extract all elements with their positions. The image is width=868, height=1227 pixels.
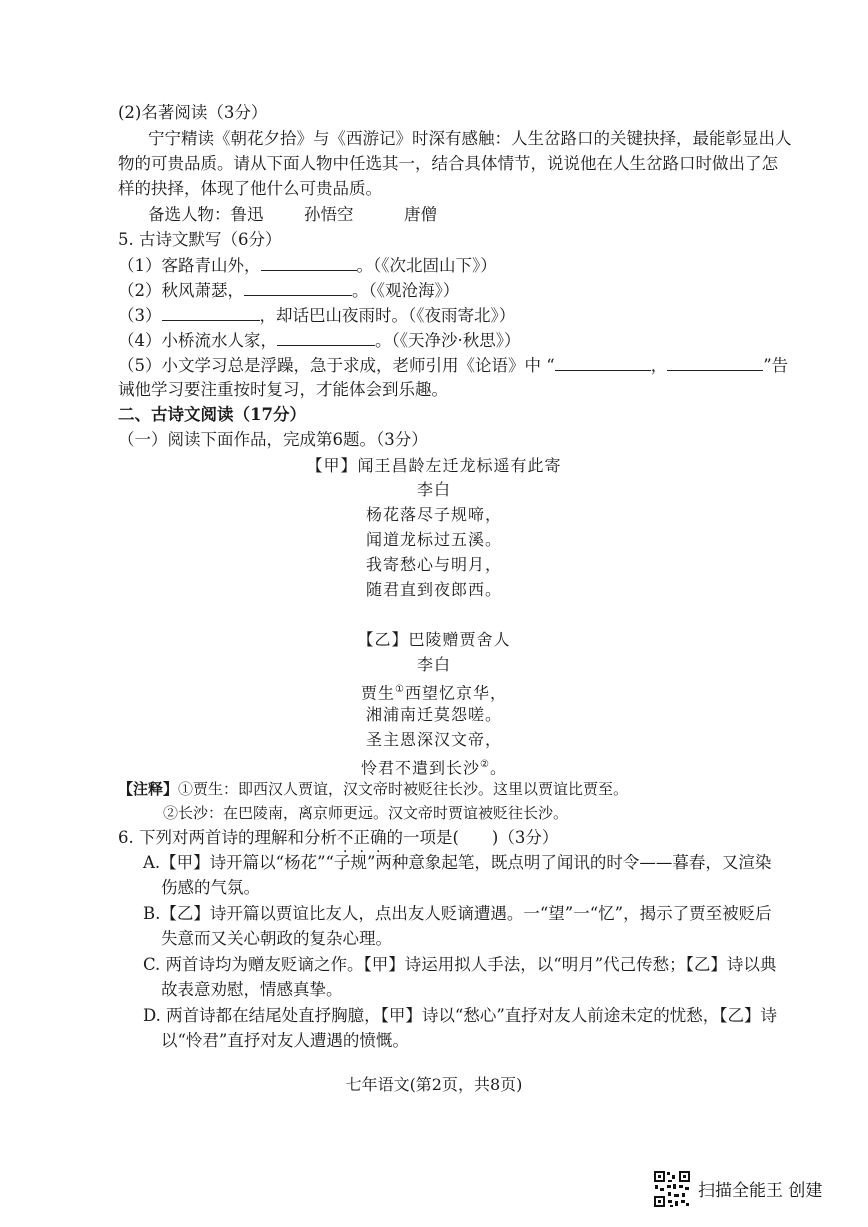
dictation-q4 [118,330,521,351]
option-c-line-2: 故表意劝慰，情感真挚。 [161,980,343,999]
poem-a-line-1: 杨花落尽子规啼， [365,505,502,524]
note-1-text: ①贾生：即西汉人贾谊，汉文帝时被贬往长沙。这里以贾谊比贾至。 [178,780,629,798]
reading-para-3: 样的抉择，体现了他什么可贵品质。 [118,179,382,198]
option-a-line-2: 伤感的气氛。 [161,878,260,897]
reading-para-2: 物的可贵品质。请从下面人物中任选其一，结合具体情节，说说他在人生岔路口时做出了怎 [118,154,778,173]
q5-answer-blank-1[interactable] [555,355,651,371]
note-2: ②长沙：在巴陵南，离京师更远。汉文帝时贾谊被贬往长沙。 [163,804,569,822]
q1-source: 。（《次北固山下》） [356,256,497,275]
dictation-q3 [118,305,515,326]
dictation-q2 [118,280,459,301]
candidates-row [148,205,437,225]
dictation-heading: 5. 古诗文默写（6分） [118,230,282,249]
poem-b-line-1 [0,680,868,703]
page-footer: 七年语文(第2页，共8页) [345,1075,523,1094]
poem-a-line-3: 我寄愁心与明月， [365,555,502,574]
poem-b-line-2: 湘浦南迁莫怨嗟。 [365,705,502,724]
option-a-line-1: A.【甲】诗开篇以“杨花”“子规”两种意象起笔，既点明了闻讯的时令——暮春，又渲染 [143,853,772,872]
poem-a-line-4: 随君直到夜郎西。 [365,580,502,599]
q6-stem-start: 6. 下列对两首诗的理解和分析 [118,828,337,847]
dictation-q5 [118,355,788,376]
q2-prompt: （2）秋风萧瑟， [118,281,244,300]
option-d-line-2: 以“怜君”直抒对友人遭遇的愤慨。 [161,1031,409,1050]
qr-code-icon [653,1170,691,1208]
notes-label: 【注释】 [118,780,179,798]
poem-b-line-4-start: 怜君不遣到长沙 [361,758,481,778]
q1-prompt: （1）客路青山外， [118,256,261,275]
q6-emphasis-3: 确 [370,828,387,847]
note-1 [118,779,628,799]
q4-answer-blank[interactable] [277,330,375,346]
poem-b-line-1-start: 贾生 [361,683,396,703]
option-b-line-2: 失意而又关心朝政的复杂心理。 [161,929,392,948]
reading-para-1: 宁宁精读《朝花夕拾》与《西游记》时深有感触：人生岔路口的关键抉择，最能彰显出人 [148,129,792,148]
classical-subheading: （一）阅读下面作品，完成第6题。（3分） [118,430,428,449]
option-c-line-1: C. 两首诗均为赠友贬谪之作。【甲】诗运用拟人手法，以“明月”代己传愁；【乙】诗以典 [143,955,777,974]
candidate-luxun: 备选人物：鲁迅 [148,205,264,224]
poem-a-title: 【甲】闻王昌龄左迁龙标遥有此寄 [306,456,562,475]
q4-source: 。（《天净沙·秋思》） [375,331,521,350]
q3-source: ，却话巴山夜雨时。（《夜雨寄北》） [259,306,516,325]
dictation-q5-line2: 诫他学习要注重按时复习，才能体会到乐趣。 [118,380,448,399]
q5-tail: ”告 [763,356,789,375]
footnote-mark-2: ② [480,759,490,770]
q6-stem-end: 的一项是( )（3分） [386,828,559,847]
candidate-tangseng: 唐僧 [404,205,437,224]
classical-heading: 二、古诗文阅读（17分） [118,405,306,424]
q3-answer-blank[interactable] [162,305,260,321]
poem-b-author: 李白 [416,655,451,674]
option-b-line-1: B.【乙】诗开篇以贾谊比友人，点出友人贬谪遭遇。一“望”一“忆”，揭示了贾至被贬后 [143,904,772,923]
poem-a-line-2: 闻道龙标过五溪。 [365,530,502,549]
poem-b-line-3: 圣主恩深汉文帝， [365,730,502,749]
q6-emphasis-2: 正 [353,828,370,847]
q2-answer-blank[interactable] [244,280,352,296]
watermark-text: 扫描全能王 创建 [698,1181,823,1201]
candidate-wukong: 孙悟空 [304,205,354,224]
option-d-line-1: D. 两首诗都在结尾处直抒胸臆，【甲】诗以“愁心”直抒对友人前途未定的忧愁，【乙】诗 [143,1006,778,1025]
poem-a-author: 李白 [416,480,451,499]
q5-answer-blank-2[interactable] [667,355,763,371]
q2-source: 。（《观沧海》） [352,281,460,300]
poem-b-line-1-end: 西望忆京华， [404,683,507,703]
poem-b-title: 【乙】巴陵赠贾舍人 [357,630,511,649]
footnote-mark-1: ① [395,684,405,695]
question-6-stem [118,828,558,848]
dictation-q1 [118,255,497,276]
q1-answer-blank[interactable] [261,255,357,271]
poem-b-line-4-end: 。 [489,758,507,778]
q5-prompt: （5）小文学习总是浮躁，急于求成，老师引用《论语》中 “ [118,356,555,375]
q3-prompt: （3） [118,306,162,325]
reading-heading: (2)名著阅读（3分） [118,103,268,122]
q5-comma: ， [650,356,668,375]
poem-b-line-4 [0,755,868,778]
q4-prompt: （4）小桥流水人家， [118,331,277,350]
q6-emphasis-1: 不 [337,828,354,847]
